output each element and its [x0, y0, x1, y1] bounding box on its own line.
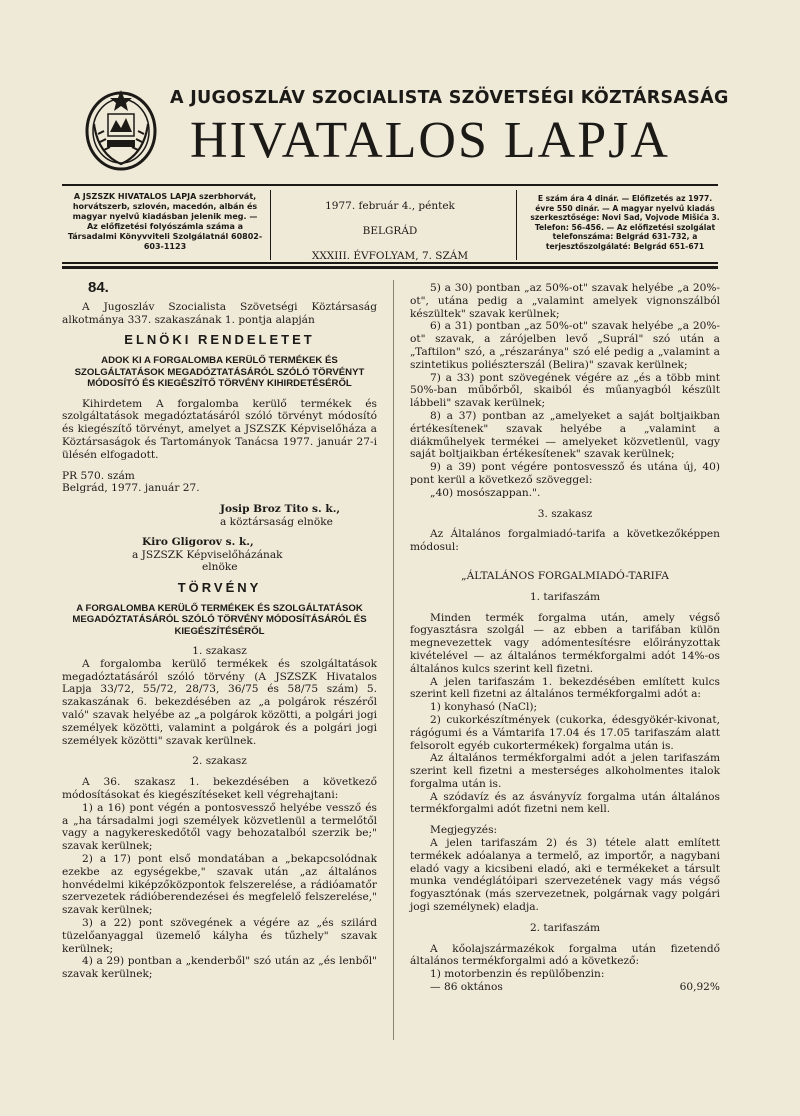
state-emblem-icon: [80, 84, 162, 174]
decree-title: ELNÖKI RENDELETET: [124, 332, 315, 348]
law-subject: A FORGALOMBA KERÜLŐ TERMÉKEK ÉS SZOLGÁLTATÁSOK MEGADÓZTATÁSÁRÓL SZÓLÓ TÖRVÉNY MÓDOSÍTÁSÁRÓL ÉS KIEGÉSZÍTÉSÉRŐL: [72, 602, 367, 637]
masthead-title: HIVATALOS LAPJA: [190, 112, 670, 169]
section-2-point-8: 8) a 37) pontban az „amelyeket a saját boltjaikban értékesítenek" szavak helyébe a „valamint a diákműhelyek termékei — amelyeket közvetlenül, vagy saját boltjaikban értékesítenek" szavak kerülnek;: [410, 409, 720, 461]
decree-subject: ADOK KI A FORGALOMBA KERÜLŐ TERMÉKEK ÉS SZOLGÁLTATÁSOK MEGADÓZTATÁSÁRÓL SZÓLÓ TÖRVÉNYT MÓDOSÍTÓ ÉS KIEGÉSZÍTŐ TÖRVÉNY KIHIRDETÉSÉRŐL: [74, 355, 365, 390]
tariff-1-text-3: Az általános termékforgalmi adót a jelen tarifaszám szerint kell fizetni a mesterséges alkoholmentes italok forgalma után is.: [410, 752, 720, 790]
tariff-2-heading: 2. tarifaszám: [529, 921, 601, 934]
tariff-1-text-2: A jelen tarifaszám 1. bekezdésében említett kulcs szerint kell fizetni az általános termékforgalmi adót a:: [410, 675, 720, 701]
masthead-left-info: A JSZSZK HIVATALOS LAPJA szerbhorvát, horvátszerb, szlovén, macedón, albán és magyar nyelvű kiadásban jelenik meg. — Az előfizetési folyószámla száma a Társadalmi Könyvviteli Szolgálatnál 60802-603-1123: [67, 192, 263, 251]
section-2-point-6: 6) a 31) pontban „az 50%-ot" szavak helyébe „a 20%-ot" szavak, a zárójelben levő „Suprál" szó után a „Taftilon" szó, a „részaránya" szó elé pedig a „valamint a szintetikus poliészterszál (Belira)" szavak kerülnek;: [410, 320, 720, 371]
masthead-rule-bottom: [62, 262, 718, 264]
law-title: TÖRVÉNY: [177, 579, 262, 595]
masthead-rule-bottom-thick: [62, 266, 718, 269]
masthead-supertitle: A JUGOSZLÁV SZOCIALISTA SZÖVETSÉGI KÖZTÁRSASÁG: [170, 88, 729, 108]
tariff-1-heading: 1. tarifaszám: [529, 590, 601, 603]
signature-1-name: Josip Broz Tito s. k.,: [220, 503, 341, 516]
section-2-intro: A 36. szakasz 1. bekezdésében a következő módosításokat és kiegészítéseket kell végrehajtani:: [62, 776, 377, 802]
tariff-2-item-1a-row: [410, 981, 720, 994]
tariff-2-text: A kőolajszármazékok forgalma után fizetendő általános termékforgalmi adó a következő:: [410, 942, 720, 968]
section-3-heading: 3. szakasz: [537, 507, 593, 520]
tariff-title: „ÁLTALÁNOS FORGALMIADÓ-TARIFA: [461, 569, 669, 582]
note-text: A jelen tarifaszám 2) és 3) tétele alatt említett termékek adóalanya a termelő, az importőr, a nagybani eladó vagy a kicsibeni eladó, aki e termékeket a társult munka vendéglátóipari szervezetének vagy más végső fogyasztónak (más szervezetnek, polgárnak vagy polgári jogi személynek) eladja.: [410, 837, 720, 914]
act-number: 84.: [88, 279, 109, 296]
decree-text: Kihirdetem A forgalomba kerülő termékek és szolgáltatások megadóztatásáról szóló törvényt módosító és kiegészítő törvényt, amelyet a JSZSZK Képviselőháza a Köztársaságok és Tartományok Tanácsa 1977. január 27-i ülésén elfogadott.: [62, 397, 377, 461]
tariff-2-item-1: 1) motorbenzin és repülőbenzin:: [430, 968, 605, 981]
signature-2-name: Kiro Gligorov s. k.,: [142, 536, 254, 549]
section-2-point-1: 1) a 16) pont végén a pontosvessző helyébe vessző és a „ha társadalmi jogi személyek közvetlenül a termelőtől vagy a nagykereskedőtől vagy behozatalból szerzik be;" szavak kerülnek;: [62, 801, 377, 853]
signature-1-role: a köztársaság elnöke: [220, 515, 333, 528]
tariff-1-item-1: 1) konyhasó (NaCl);: [430, 701, 538, 714]
issue-city: BELGRÁD: [362, 225, 418, 237]
masthead-right-info: E szám ára 4 dinár. — Előfizetés az 1977. évre 550 dinár. — A magyar nyelvű kiadás szerkesztősége: Novi Sad, Vojvode Mišića 3. Telefon: 56-456. — Az előfizetési szolgálat telefonszáma: Belgrád 631-732, a terjesztőszolgálaté: Belgrád 651-671: [530, 194, 720, 251]
section-1-heading: 1. szakasz: [192, 645, 247, 658]
signature-2-role-1: a JSZSZK Képviselőházának: [132, 548, 283, 561]
tariff-2-item-1a: — 86 oktános: [430, 981, 503, 994]
section-2-point-4: 4) a 29) pontban a „kenderből" szó után az „és lenből" szavak kerülnek;: [62, 955, 377, 981]
decree-intro: A Jugoszláv Szocialista Szövetségi Köztársaság alkotmánya 337. szakaszának 1. pontja alapján: [62, 300, 377, 326]
issue-volume: XXXIII. ÉVFOLYAM, 7. SZÁM: [311, 250, 469, 262]
signature-2-role-2: elnöke: [202, 561, 238, 574]
section-2-point-9-text: „40) mosószappan.".: [430, 486, 541, 499]
tariff-1-item-2: 2) cukorkészítmények (cukorka, édesgyökér-kivonat, rágógumi és a Vámtarifa 17.04 és 17.05 tarifaszám alatt felsorolt egyéb cukortermékek) forgalma után is.: [410, 713, 720, 752]
masthead-separator-right: [516, 190, 517, 260]
section-3-text: Az Általános forgalmiadó-tarifa a következőképpen módosul:: [410, 528, 720, 554]
masthead-separator-left: [270, 190, 271, 260]
note-heading: Megjegyzés:: [430, 824, 498, 837]
left-column: [62, 279, 377, 981]
right-column: [410, 282, 720, 994]
tariff-2-item-1a-value: 60,92%: [679, 981, 720, 994]
section-2-heading: 2. szakasz: [192, 755, 247, 768]
masthead-center-info: [280, 194, 500, 269]
tariff-1-text-1: Minden termék forgalma után, amely végső fogyasztásra szolgál — az ebben a tarifában külön megnevezettek vagy adómentesítésre előirányzottak kivételével — az általános termékforgalmi adót 14%-os általános kulcs szerint kell fizetni.: [410, 611, 720, 675]
section-2-point-5: 5) a 30) pontban „az 50%-ot" szavak helyébe „a 20%-ot", utána pedig a „valamint amelyek vignonszálból készültek" szavak kerülnek;: [410, 282, 720, 320]
section-2-point-2: 2) a 17) pont első mondatában a „bekapcsolódnak ezekbe az egységekbe," szavak után „az általános honvédelmi kiképzőközpontok felszerelése, a rádióamatőr szervezetek rádióberendezései és megfelelő felszerelése," szavak kerülnek;: [62, 853, 377, 917]
section-1-text: A forgalomba kerülő termékek és szolgáltatások megadóztatásáról szóló törvény (A JSZSZK Hivatalos Lapja 33/72, 55/72, 28/73, 36/75 és 58/75 szám) 5. szakaszának 6. bekezdésében az „a polgárok részéről való" szavak helyébe az „a polgárok közötti, a polgári jogi személyek közötti, valamint a polgárok és a polgári jogi személyek közötti" szavak kerülnek.: [62, 657, 377, 747]
decree-place-date: Belgrád, 1977. január 27.: [62, 482, 200, 495]
column-separator: [393, 280, 394, 1040]
section-2-point-7: 7) a 33) pont szövegének végére az „és a több mint 50%-ban műbőrből, skaiból és műanyagból készült lábbeli" szavak kerülnek;: [410, 371, 720, 410]
section-2-point-3: 3) a 22) pont szövegének a végére az „és szilárd tüzelőanyaggal üzemelő kályha és tűzhely" szavak kerülnek;: [62, 917, 377, 955]
section-2-point-9: 9) a 39) pont végére pontosvessző és utána új, 40) pont kerül a következő szöveggel:: [410, 461, 720, 486]
decree-pr-number: PR 570. szám: [62, 469, 135, 482]
tariff-1-text-4: A szódavíz és az ásványvíz forgalma után általános termékforgalmi adót fizetni nem kell.: [410, 790, 720, 816]
masthead-rule-top: [62, 184, 718, 186]
issue-date: 1977. február 4., péntek: [325, 200, 455, 212]
